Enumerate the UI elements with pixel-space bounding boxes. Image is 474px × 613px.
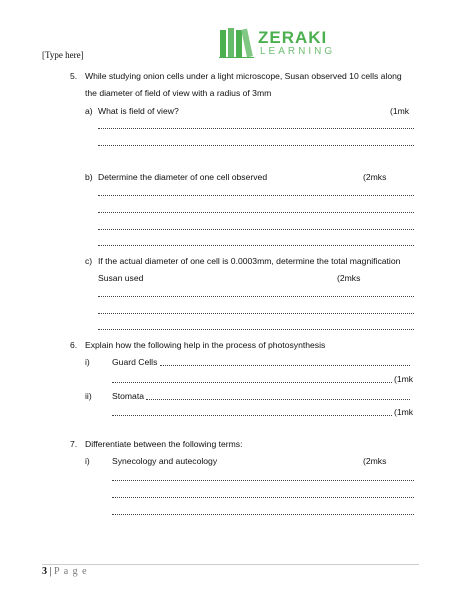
q7i-marks: (2mks: [363, 456, 387, 466]
q6i-label: i): [85, 357, 90, 367]
q5a-marks: (1mk: [390, 106, 410, 116]
q5c-text-line2: Susan used: [98, 273, 144, 283]
answer-line[interactable]: [146, 399, 410, 400]
q5-number: 5.: [70, 71, 78, 81]
answer-line[interactable]: [112, 514, 414, 515]
answer-line[interactable]: [98, 145, 414, 146]
q7-text: Differentiate between the following terms:: [85, 439, 243, 449]
q7-number: 7.: [70, 439, 78, 449]
page-number: 3: [42, 566, 47, 577]
answer-line[interactable]: [98, 296, 414, 297]
answer-line[interactable]: [98, 329, 414, 330]
footer-divider: [42, 564, 419, 565]
q6i-marks: (1mk: [394, 374, 414, 384]
q5b-label: b): [85, 172, 93, 182]
q5a-text: What is field of view?: [98, 106, 179, 116]
answer-line[interactable]: [112, 382, 392, 383]
q6ii-label: ii): [85, 391, 92, 401]
answer-line[interactable]: [112, 415, 392, 416]
header-placeholder: [Type here]: [42, 50, 84, 60]
q5-text-line2: the diameter of field of view with a radius of 3mm: [85, 88, 272, 98]
q5a-label: a): [85, 106, 93, 116]
q5c-text-line1: If the actual diameter of one cell is 0.0003mm, determine the total magnification: [98, 256, 401, 266]
answer-line[interactable]: [160, 365, 410, 366]
q6-number: 6.: [70, 340, 78, 350]
q6i-text: Guard Cells: [112, 357, 158, 367]
q5-text-line1: While studying onion cells under a light microscope, Susan observed 10 cells along: [85, 71, 402, 81]
zeraki-logo: [219, 26, 336, 60]
answer-line[interactable]: [98, 195, 414, 196]
answer-line[interactable]: [98, 245, 414, 246]
q7i-label: i): [85, 456, 90, 466]
q5c-marks: (2mks: [337, 273, 361, 283]
page-footer: [42, 566, 88, 577]
logo-subtitle: LEARNING: [260, 46, 336, 57]
answer-line[interactable]: [98, 212, 414, 213]
page-label: P a g e: [54, 566, 88, 577]
q5b-marks: (2mks: [363, 172, 387, 182]
answer-line[interactable]: [112, 497, 414, 498]
q6-text: Explain how the following help in the process of photosynthesis: [85, 340, 326, 350]
q5c-label: c): [85, 256, 93, 266]
q6ii-text: Stomata: [112, 391, 145, 401]
books-logo-icon: [219, 26, 255, 58]
q6ii-marks: (1mk: [394, 407, 414, 417]
q5b-text: Determine the diameter of one cell observed: [98, 172, 268, 182]
logo-wordmark: ZERAKI: [258, 28, 328, 47]
answer-line[interactable]: [98, 229, 414, 230]
footer-separator: |: [47, 566, 55, 577]
q7i-text: Synecology and autecology: [112, 456, 218, 466]
answer-line[interactable]: [98, 128, 414, 129]
answer-line[interactable]: [112, 480, 414, 481]
answer-line[interactable]: [98, 313, 414, 314]
